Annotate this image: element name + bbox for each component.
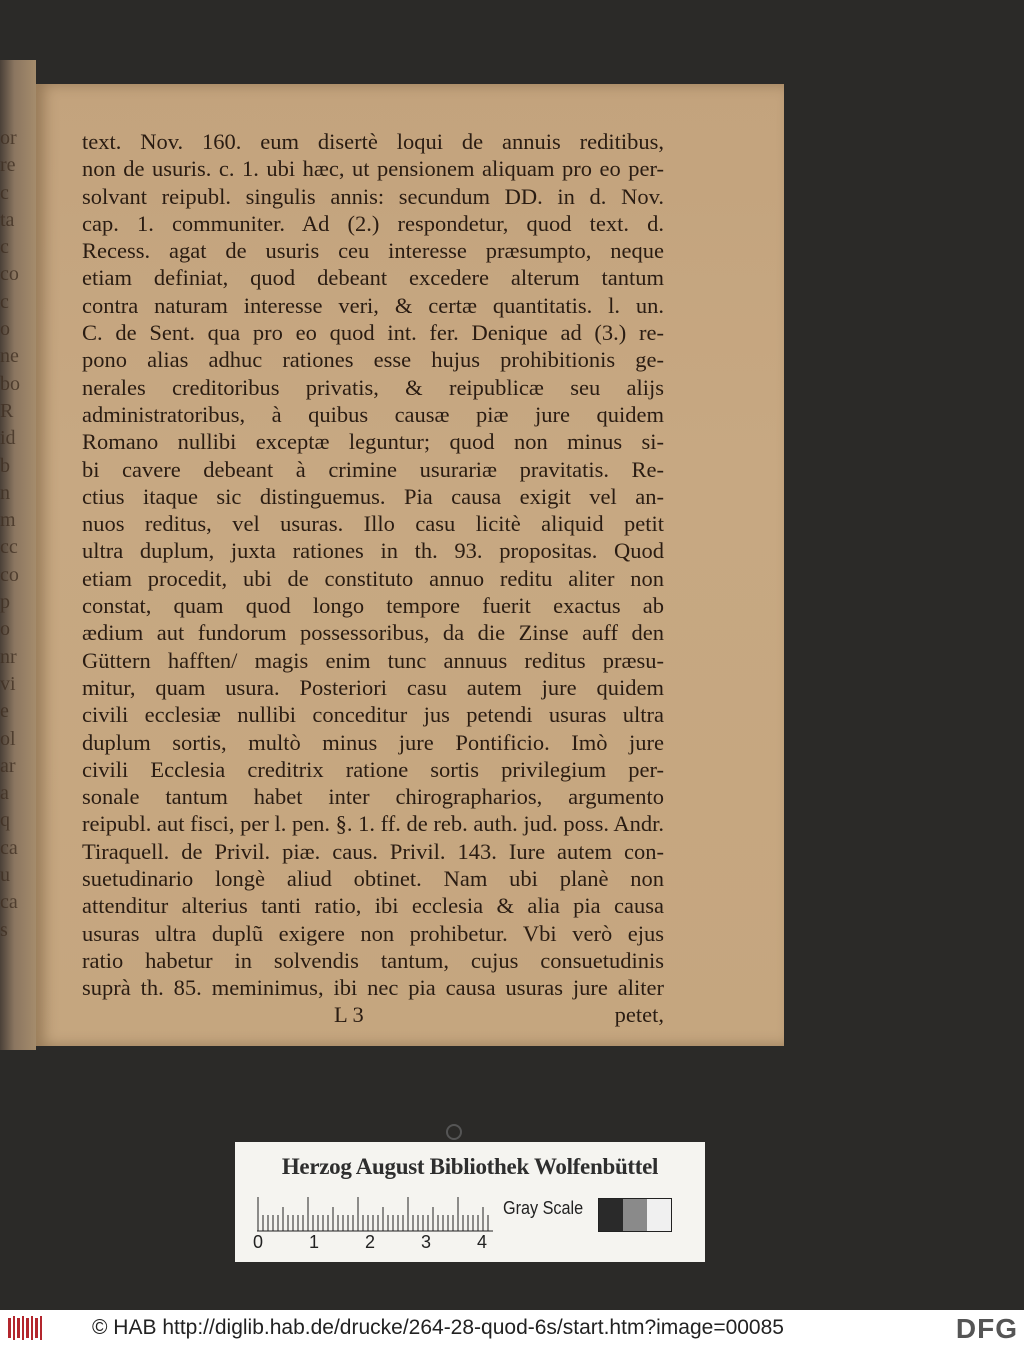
text-line: administratoribus, à quibus causæ piæ jure quidem	[82, 401, 664, 427]
text-line: contra naturam interesse veri, & certæ quantitatis. l. un.	[82, 292, 664, 318]
prev-page-fragment: vi	[0, 672, 16, 695]
prev-page-fragment: bo	[0, 372, 20, 395]
color-calibration-card	[235, 1142, 705, 1262]
text-line: constat, quam quod longo tempore fuerit exactus ab	[82, 593, 664, 619]
gray-swatch	[647, 1199, 671, 1231]
pin-icon	[446, 1124, 462, 1140]
text-line: suprà th. 85. meminimus, ibi nec pia causa usuras jure aliter	[82, 975, 664, 1001]
prev-page-fragment: p	[0, 591, 10, 614]
dfg-logo: DFG	[955, 1313, 1018, 1344]
prev-page-fragment: o	[0, 318, 10, 341]
text-line: suetudinario longè aliud obtinet. Nam ubi planè non	[82, 866, 664, 892]
text-line: C. de Sent. qua pro eo quod int. fer. Denique ad (3.) re-	[82, 320, 664, 346]
page-footer	[82, 1002, 664, 1030]
prev-page-fragment: c	[0, 236, 9, 259]
hab-logo-icon	[6, 1314, 86, 1342]
text-line: Güttern hafften/ magis enim tunc annuus reditus præsu-	[82, 647, 664, 673]
previous-page-text-fragments	[0, 125, 34, 944]
prev-page-fragment: c	[0, 181, 9, 204]
text-line: attenditur alterius tanti ratio, ibi ecclesia & alia pia causa	[82, 893, 664, 919]
text-line: sonale tantum habet inter chirographarios, argumento	[82, 784, 664, 810]
prev-page-fragment: id	[0, 427, 16, 450]
ruler-number: 2	[365, 1232, 376, 1252]
prev-page-fragment: q	[0, 809, 10, 832]
prev-page-fragment: co	[0, 263, 19, 286]
prev-page-fragment: o	[0, 618, 10, 641]
prev-page-fragment: ca	[0, 836, 18, 859]
text-line: etiam definiat, quod debeant excedere alterum tantum	[82, 265, 664, 291]
footer-bar	[0, 1310, 1024, 1345]
prev-page-fragment: e	[0, 700, 9, 723]
text-line: ædium aut fundorum possessoribus, da die Zinse auff den	[82, 620, 664, 646]
text-line: solvant reipubl. singulis annis: secundum DD. in d. Nov.	[82, 183, 664, 209]
copyright-url[interactable]: © HAB http://diglib.hab.de/drucke/264-28-quod-6s/start.htm?image=00085	[92, 1316, 784, 1339]
text-line: ultra duplum, juxta rationes in th. 93. propositas. Quod	[82, 538, 664, 564]
gray-swatch	[599, 1199, 623, 1231]
prev-page-fragment: nr	[0, 645, 17, 668]
text-line: ratio habetur in solvendis tantum, cujus consuetudinis	[82, 947, 664, 973]
gray-swatch	[623, 1199, 647, 1231]
text-line: etiam procedit, ubi de constituto annuo reditu aliter non	[82, 565, 664, 591]
prev-page-fragment: ar	[0, 754, 16, 777]
prev-page-fragment: ne	[0, 345, 19, 368]
text-line: pono alias adhuc rationes esse hujus prohibitionis ge-	[82, 347, 664, 373]
ruler-number: 1	[309, 1232, 320, 1252]
prev-page-fragment: ca	[0, 891, 18, 914]
text-line: nerales creditoribus privatis, & reipublicæ seu alijs	[82, 374, 664, 400]
prev-page-fragment: ta	[0, 208, 15, 231]
prev-page-fragment: or	[0, 127, 17, 149]
text-line: mitur, quam usura. Posteriori casu autem jure quidem	[82, 674, 664, 700]
ruler-number: 0	[253, 1232, 264, 1252]
text-line: non de usuris. c. 1. ubi hæc, ut pensionem aliquam pro eo per-	[82, 156, 664, 182]
text-line: Recess. agat de usuris ceu interesse præsumpto, neque	[82, 238, 664, 264]
text-line: nuos reditus, vel usuras. Illo casu licitè aliquid petit	[82, 511, 664, 537]
prev-page-fragment: b	[0, 454, 10, 477]
text-line: ctius itaque sic distinguemus. Pia causa exigit vel an-	[82, 483, 664, 509]
catchword: petet,	[614, 1002, 664, 1027]
text-line: bi cavere debeant à crimine usurariæ pravitatis. Re-	[82, 456, 664, 482]
signature-mark: L 3	[334, 1002, 364, 1027]
gray-scale-swatches	[598, 1198, 672, 1232]
text-line: civili Ecclesia creditrix ratione sortis privilegium per-	[82, 756, 664, 782]
text-line: text. Nov. 160. eum disertè loqui de annuis reditibus,	[82, 129, 664, 154]
text-line: duplum sortis, multò minus jure Pontificio. Imò jure	[82, 729, 664, 755]
institution-name: Herzog August Bibliothek Wolfenbüttel	[281, 1154, 659, 1179]
prev-page-fragment: a	[0, 782, 9, 805]
text-line: usuras ultra duplũ exigere non prohibetur. Vbi verò ejus	[82, 920, 664, 946]
prev-page-fragment: ol	[0, 727, 16, 750]
prev-page-fragment: cc	[0, 536, 18, 559]
text-line: civili ecclesiæ nullibi conceditur jus petendi usuras ultra	[82, 702, 664, 728]
prev-page-fragment: R	[0, 399, 14, 422]
prev-page-fragment: re	[0, 154, 16, 177]
ruler-numbers	[251, 1232, 511, 1254]
ruler-number: 3	[421, 1232, 432, 1252]
page-text	[82, 128, 664, 1002]
text-line: reipubl. aut fisci, per l. pen. §. 1. ff. de reb. auth. jud. poss. Andr.	[82, 811, 664, 837]
ruler-scale	[257, 1196, 493, 1232]
book-page	[36, 84, 784, 1046]
ruler-number: 4	[477, 1232, 488, 1252]
prev-page-fragment: m	[0, 509, 16, 532]
prev-page-fragment: u	[0, 864, 10, 887]
text-line: Tiraquell. de Privil. piæ. caus. Privil. 143. Iure autem con-	[82, 838, 664, 864]
text-line: cap. 1. communiter. Ad (2.) respondetur, quod text. d.	[82, 210, 664, 236]
prev-page-fragment: c	[0, 290, 9, 313]
gray-scale-label: Gray Scale	[503, 1198, 584, 1218]
prev-page-fragment: n	[0, 481, 10, 504]
text-line: Romano nullibi exceptæ leguntur; quod non minus si-	[82, 429, 664, 455]
prev-page-fragment: s	[0, 918, 8, 941]
prev-page-fragment: co	[0, 563, 19, 586]
